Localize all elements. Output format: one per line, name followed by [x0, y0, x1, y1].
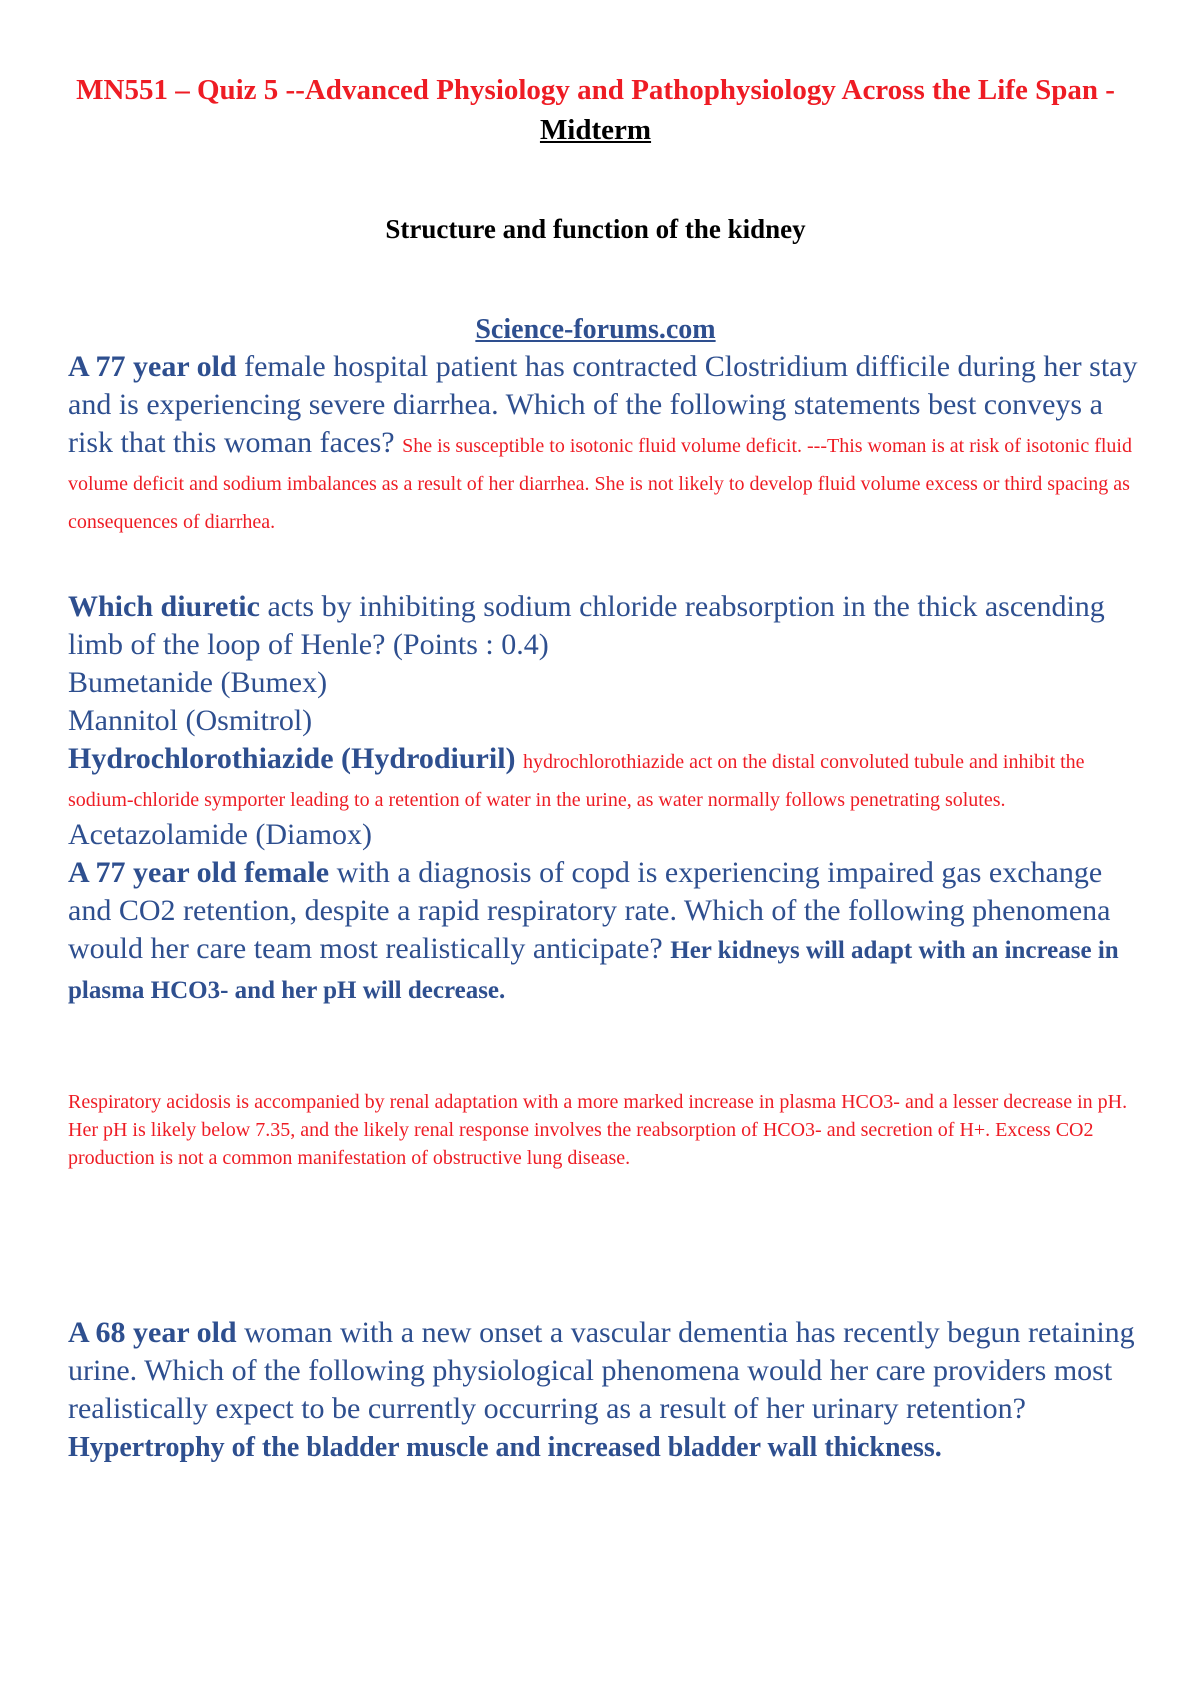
option-hydrochlorothiazide: Hydrochlorothiazide (Hydrodiuril) [68, 742, 516, 775]
question-3-lead: A 77 year old female [68, 856, 330, 889]
question-2-lead: Which diuretic [68, 590, 260, 623]
question-4-answer: Hypertrophy of the bladder muscle and increased bladder wall thickness. [68, 1432, 942, 1463]
page-title [60, 70, 1131, 150]
question-3-explanation: Respiratory acidosis is accompanied by renal adaptation with a more marked increase in plasma HCO3- and a lesser decrease in pH. Her pH is likely below 7.35, and the likely renal response involves the reabsorption of HCO3- and secretion of H+. Excess CO2 production is not a common manifestation of obstructive lung disease. [68, 1091, 1128, 1169]
question-3-answer: Her kidneys will adapt with an increase in plasma HCO3- and her pH will decrease. [68, 937, 1119, 1004]
question-1 [68, 348, 1138, 538]
title-main: MN551 – Quiz 5 --Advanced Physiology and Pathophysiology Across the Life Span - [76, 74, 1115, 106]
question-2 [68, 588, 1138, 1010]
option-mannitol: Mannitol (Osmitrol) [68, 704, 313, 737]
title-midterm: Midterm [539, 114, 652, 146]
question-4 [68, 1314, 1138, 1467]
option-acetazolamide: Acetazolamide (Diamox) [68, 818, 373, 851]
option-hydrochlorothiazide-block [68, 740, 1138, 816]
source-link[interactable]: Science-forums.com [475, 314, 716, 345]
question-4-text: woman with a new onset a vascular dementia has recently begun retaining urine. Which of the following physiological phenomena would her care providers most realistically expect to be currently occurring as a result of her urinary retention? [68, 1316, 1135, 1425]
option-bumetanide: Bumetanide (Bumex) [68, 666, 328, 699]
section-heading: Structure and function of the kidney [385, 214, 806, 244]
question-1-text: female hospital patient has contracted Clostridium difficile during her stay and is experiencing severe diarrhea. Which of the following statements best conveys a risk that this woman faces? [68, 350, 1138, 459]
question-3-text: with a diagnosis of copd is experiencing impaired gas exchange and CO2 retention, despite a rapid respiratory rate. Which of the following phenomena would her care team most realistically anticipate? [68, 856, 1111, 965]
question-3 [68, 854, 1138, 1010]
question-2-text: acts by inhibiting sodium chloride reabsorption in the thick ascending limb of the loop of Henle? (Points : 0.4) [68, 590, 1105, 661]
option-hydrochlorothiazide-explanation: hydrochlorothiazide act on the distal convoluted tubule and inhibit the sodium-chloride symporter leading to a retention of water in the urine, as water normally follows penetrating solutes. [68, 751, 1085, 811]
question-1-answer-explanation: She is susceptible to isotonic fluid volume deficit. ---This woman is at risk of isotonic fluid volume deficit and sodium imbalances as a result of her diarrhea. She is not likely to develop fluid volume excess or third spacing as consequences of diarrhea. [68, 435, 1132, 533]
question-1-lead: A 77 year old [68, 350, 237, 383]
question-4-lead: A 68 year old [68, 1316, 237, 1349]
